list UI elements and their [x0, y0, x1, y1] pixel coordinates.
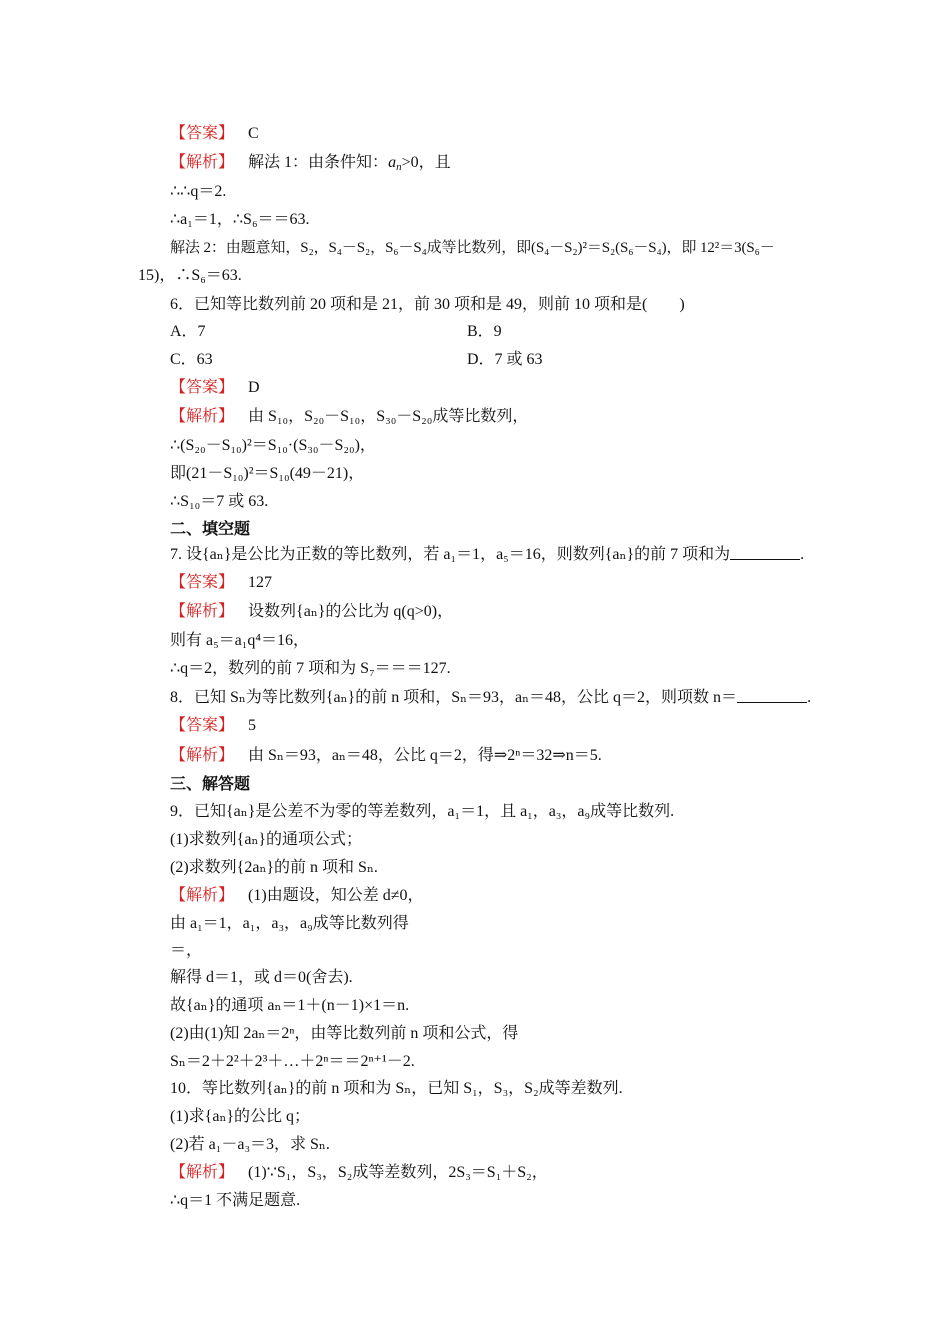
analysis-tag: 【 解析 】 [170, 154, 234, 171]
q7-analysis-2: 则有 a₅＝a₁q⁴＝16， [170, 632, 309, 649]
q9-analysis-7: Sₙ＝2＋2²＋2³＋…＋2ⁿ＝＝2ⁿ⁺¹－2. [170, 1053, 415, 1070]
q8-stem: 8．已知 Sₙ为等比数列{aₙ}的前 n 项和，Sₙ＝93，aₙ＝48，公比 q＝2，则项数 n＝ [170, 689, 738, 706]
q8-answer: 5 [248, 717, 257, 734]
q5-sol1-cond: >0，且 [401, 154, 451, 171]
q7-analysis-3: ∴q＝2，数列的前 7 项和为 S₇＝＝＝127. [170, 660, 451, 677]
q8-analysis-1: 由 Sₙ＝93，aₙ＝48，公比 q＝2，得⇒2ⁿ＝32⇒n＝5. [248, 747, 602, 764]
analysis-tag: 【 解析 】 [170, 1164, 234, 1181]
q5-sol1-intro: 解法 1：由条件知： [248, 154, 389, 171]
q10-part-1: (1)求{aₙ}的公比 q； [170, 1108, 311, 1125]
q9-analysis-4: 解得 d＝1，或 d＝0(舍去). [170, 969, 353, 986]
analysis-tag: 【 解析 】 [170, 747, 234, 764]
q8-stem-line: 8．已知 Sₙ为等比数列{aₙ}的前 n 项和，Sₙ＝93，aₙ＝48，公比 q＝2，则项数 n＝ . [170, 689, 812, 706]
q10-analysis-line [170, 1163, 548, 1183]
q6-option-c: C．63 [170, 351, 213, 368]
q6-analysis-3: 即(21－S₁₀)²＝S₁₀(49－21)， [170, 465, 365, 482]
q7-stem-line: 7. 设{aₙ}是公比为正数的等比数列，若 a₁＝1，a₅＝16，则数列{aₙ}的前 7 项和为 . [170, 546, 805, 563]
q6-stem: 6．已知等比数列前 20 项和是 21，前 30 项和是 49，则前 10 项和是( ) [170, 296, 685, 313]
section-heading-solutions: 三、解答题 [170, 776, 251, 793]
section-heading-fill-in: 二、填空题 [170, 521, 251, 538]
analysis-tag: 【 解析 】 [170, 603, 234, 620]
q9-analysis-line [170, 886, 424, 906]
q8-answer-line [170, 716, 256, 736]
q10-analysis-2: ∴q＝1 不满足题意. [170, 1192, 301, 1209]
q5-sol1-q: ∴∴q＝2. [170, 183, 227, 200]
q9-stem: 9．已知{aₙ}是公差不为零的等差数列，a₁＝1，且 a₁，a₃，a₉成等比数列. [170, 803, 675, 820]
q6-analysis-4: ∴S₁₀＝7 或 63. [170, 493, 269, 510]
q9-analysis-6: (2)由(1)知 2aₙ＝2ⁿ，由等比数列前 n 项和公式，得 [170, 1025, 519, 1042]
q6-option-a: A．7 [170, 323, 206, 340]
q9-analysis-1: (1)由题设，知公差 d≠0， [248, 887, 424, 904]
q9-analysis-2: 由 a₁＝1，a₁，a₃，a₉成等比数列得 [170, 915, 409, 932]
analysis-tag: 【 解析 】 [170, 408, 234, 425]
q6-analysis-line [170, 407, 528, 427]
q7-stem: 7. 设{aₙ}是公比为正数的等比数列，若 a₁＝1，a₅＝16，则数列{aₙ}的前 7 项和为 [170, 546, 731, 563]
answer-tag: 【 答案 】 [170, 717, 234, 734]
q6-answer: D [248, 379, 260, 396]
q7-analysis-line [170, 602, 453, 622]
q10-part-2: (2)若 a₁－a₃＝3，求 Sₙ. [170, 1136, 330, 1153]
q7-analysis-1: 设数列{aₙ}的公比为 q(q>0)， [248, 603, 454, 620]
q6-options-row-1 [170, 322, 770, 342]
q9-analysis-3: ＝， [170, 942, 203, 959]
q6-analysis-1: 由 S₁₀，S₂₀－S₁₀，S₃₀－S₂₀成等比数列， [248, 408, 529, 425]
q6-option-b: B．9 [467, 323, 502, 340]
answer-tag: 【 答案 】 [170, 125, 234, 142]
q6-answer-line [170, 378, 260, 398]
q8-analysis-line [170, 746, 602, 766]
q7-answer-line [170, 573, 272, 593]
q9-part-2: (2)求数列{2aₙ}的前 n 项和 Sₙ. [170, 859, 378, 876]
q8-answer-blank [737, 688, 807, 703]
q5-sol1-a1: ∴a₁＝1，∴S₆＝＝63. [170, 211, 310, 228]
q6-analysis-2: ∴(S₂₀－S₁₀)²＝S₁₀·(S₃₀－S₂₀)， [170, 437, 376, 454]
analysis-tag: 【 解析 】 [170, 887, 234, 904]
q10-stem: 10．等比数列{aₙ}的前 n 项和为 Sₙ，已知 S₁，S₃，S₂成等差数列. [170, 1080, 623, 1097]
q6-options-row-2 [170, 350, 770, 370]
answer-tag: 【 答案 】 [170, 379, 234, 396]
q5-answer: C [248, 125, 259, 142]
q5-sol2-line1: 解法 2：由题意知，S₂，S₄－S₂，S₆－S₄成等比数列，即(S₄－S₂)²＝S₂(S₆－S₄)，即 12²＝3(S₆－ [170, 240, 775, 256]
q7-answer-blank [730, 545, 800, 560]
q9-analysis-5: 故{aₙ}的通项 aₙ＝1＋(n－1)×1＝n. [170, 997, 410, 1014]
q5-sol2-line2: 15)，∴S₆＝63. [138, 267, 242, 284]
answer-tag: 【 答案 】 [170, 574, 234, 591]
q7-answer: 127 [248, 574, 273, 591]
q5-answer-line [170, 124, 259, 144]
q9-part-1: (1)求数列{aₙ}的通项公式； [170, 831, 363, 848]
q10-analysis-1: (1)∵S₁，S₃，S₂成等差数列，2S₃＝S₁＋S₂， [248, 1164, 548, 1181]
q6-option-d: D．7 或 63 [467, 351, 543, 368]
q5-analysis-line: 【 解析 】 解法 1：由条件知：$a_n>0$，且 [170, 153, 451, 177]
